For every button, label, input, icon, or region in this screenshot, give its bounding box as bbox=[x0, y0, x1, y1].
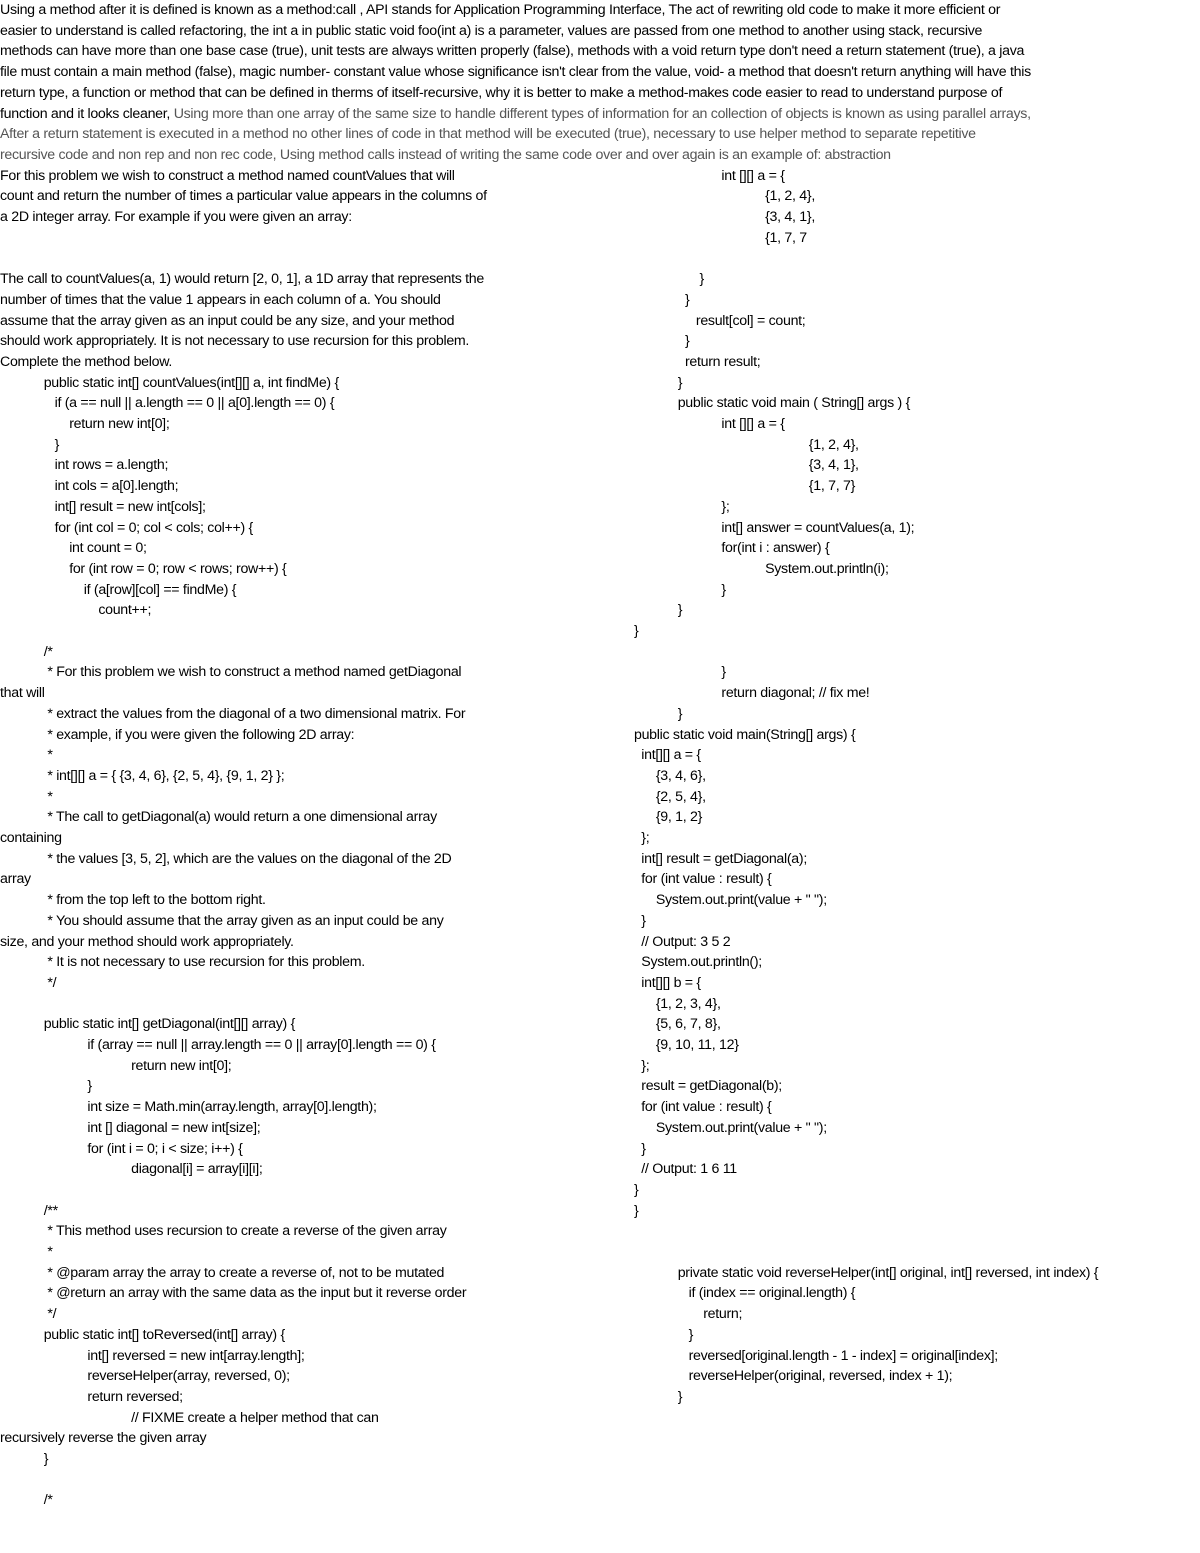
left-line: assume that the array given as an input could be any size, and your method bbox=[0, 312, 455, 329]
right-line: reverseHelper(original, reversed, index + 1); bbox=[634, 1368, 953, 1385]
right-line: } bbox=[634, 1202, 639, 1219]
left-line: /** bbox=[0, 1202, 58, 1219]
left-line: if (a[row][col] == findMe) { bbox=[0, 581, 237, 598]
left-line: return reversed; bbox=[0, 1388, 183, 1405]
right-line: }; bbox=[634, 498, 730, 515]
left-line: For this problem we wish to construct a method named countValues that will bbox=[0, 167, 455, 184]
right-line: }; bbox=[634, 830, 650, 846]
left-line: * You should assume that the array given as an input could be any bbox=[0, 912, 444, 929]
left-line: return new int[0]; bbox=[0, 1057, 232, 1074]
right-line: {5, 6, 7, 8}, bbox=[634, 1016, 721, 1033]
left-line: number of times that the value 1 appears in each column of a. You should bbox=[0, 291, 441, 308]
left-line: should work appropriately. It is not necessary to use recursion for this problem. bbox=[0, 333, 470, 350]
right-line: int[] result = getDiagonal(a); bbox=[634, 850, 807, 867]
right-line: for (int value : result) { bbox=[634, 871, 772, 888]
right-line: {2, 5, 4}, bbox=[634, 788, 706, 805]
left-line: } bbox=[0, 1078, 92, 1095]
left-line: public static int[] toReversed(int[] array) { bbox=[0, 1326, 285, 1343]
left-line: recursively reverse the given array bbox=[0, 1430, 207, 1447]
right-line: } bbox=[634, 1140, 646, 1157]
right-line: } bbox=[634, 1181, 639, 1198]
right-line: } bbox=[634, 374, 683, 391]
left-line: * @param array the array to create a reverse of, not to be mutated bbox=[0, 1264, 445, 1281]
intro-line: methods can have more than one base case (true), unit tests are always written properly (false), methods with a void return type don't need a return statement (true), a java bbox=[0, 43, 1025, 60]
left-line: if (array == null || array.length == 0 || array[0].length == 0) { bbox=[0, 1037, 436, 1053]
left-line: int[] result = new int[cols]; bbox=[0, 498, 206, 515]
right-line: private static void reverseHelper(int[] original, int[] reversed, int index) { bbox=[634, 1264, 1099, 1281]
right-line: System.out.println(); bbox=[634, 954, 762, 971]
right-line: {3, 4, 1}, bbox=[634, 457, 859, 474]
left-line: return new int[0]; bbox=[0, 416, 170, 432]
right-line: return result; bbox=[634, 353, 761, 370]
right-line: } bbox=[634, 333, 690, 350]
left-line: array bbox=[0, 871, 31, 888]
left-line: if (a == null || a.length == 0 || a[0].length == 0) { bbox=[0, 395, 335, 412]
left-line: * example, if you were given the following 2D array: bbox=[0, 726, 355, 743]
right-line: } bbox=[634, 602, 683, 619]
left-line: diagonal[i] = array[i][i]; bbox=[0, 1161, 263, 1178]
right-line: public static void main(String[] args) { bbox=[634, 726, 856, 743]
right-line: System.out.print(value + " "); bbox=[634, 892, 827, 909]
right-line: for (int value : result) { bbox=[634, 1099, 772, 1116]
right-line: } bbox=[634, 664, 726, 681]
left-line: size, and your method should work appropriately. bbox=[0, 933, 294, 950]
intro-line: Using a method after it is defined is known as a method:call , API stands for Application Programming Interface, The act of rewriting old code to make it more efficient or bbox=[0, 2, 1001, 18]
left-line: that will bbox=[0, 685, 45, 702]
left-line: public static int[] getDiagonal(int[][] array) { bbox=[0, 1016, 296, 1033]
right-line: int[][] b = { bbox=[634, 974, 701, 991]
right-line: } bbox=[634, 1388, 683, 1405]
right-line: } bbox=[634, 705, 683, 722]
right-line: } bbox=[634, 581, 726, 598]
right-line: } bbox=[634, 291, 690, 308]
intro-line-mixed bbox=[0, 104, 1031, 125]
intro-line: return type, a function or method that can be defined in therms of itself-recursive, why it is better to make a method-makes code easier to read to understand purpose of bbox=[0, 84, 1003, 101]
right-line: // Output: 1 6 11 bbox=[634, 1161, 737, 1178]
right-line: int [][] a = { bbox=[634, 416, 785, 432]
intro-text-black: function and it looks cleaner, bbox=[0, 105, 171, 122]
left-line: for (int col = 0; col < cols; col++) { bbox=[0, 519, 253, 536]
left-line: * bbox=[0, 747, 53, 764]
left-line: * It is not necessary to use recursion for this problem. bbox=[0, 954, 365, 971]
intro-line-gray: recursive code and non rep and non rec code, Using method calls instead of writing the same code over and over again is an example of: abstraction bbox=[0, 146, 891, 163]
right-line: {3, 4, 6}, bbox=[634, 767, 706, 784]
left-line: * bbox=[0, 1244, 53, 1260]
right-line: System.out.println(i); bbox=[634, 560, 889, 577]
right-line: } bbox=[634, 623, 639, 639]
left-line: a 2D integer array. For example if you were given an array: bbox=[0, 209, 352, 225]
left-line: // FIXME create a helper method that can bbox=[0, 1409, 379, 1426]
left-line: * @return an array with the same data as the input but it reverse order bbox=[0, 1285, 467, 1302]
right-line: public static void main ( String[] args ) { bbox=[634, 395, 911, 412]
intro-line: easier to understand is called refactoring, the int a in public static void foo(int a) is a parameter, values are passed from one method to another using stack, recursive bbox=[0, 22, 983, 39]
left-line: * extract the values from the diagonal of a two dimensional matrix. For bbox=[0, 705, 466, 722]
left-line: /* bbox=[0, 643, 53, 660]
right-line: return; bbox=[634, 1306, 743, 1323]
left-line: public static int[] countValues(int[][] a, int findMe) { bbox=[0, 374, 339, 391]
left-line: Complete the method below. bbox=[0, 353, 173, 370]
left-line: int [] diagonal = new int[size]; bbox=[0, 1119, 261, 1136]
left-line: The call to countValues(a, 1) would return [2, 0, 1], a 1D array that represents the bbox=[0, 271, 484, 288]
left-line: int rows = a.length; bbox=[0, 457, 169, 474]
right-line: }; bbox=[634, 1057, 650, 1074]
right-line: return diagonal; // fix me! bbox=[634, 685, 870, 702]
right-line: // Output: 3 5 2 bbox=[634, 933, 731, 950]
right-line: result[col] = count; bbox=[634, 312, 806, 329]
right-line: {1, 7, 7 bbox=[634, 229, 807, 246]
left-line: int cols = a[0].length; bbox=[0, 478, 179, 495]
intro-line-gray: After a return statement is executed in a method no other lines of code in that method will be executed (true), necessary to use helper method to separate repetitive bbox=[0, 126, 976, 143]
right-line: result = getDiagonal(b); bbox=[634, 1078, 782, 1095]
right-line: int[][] a = { bbox=[634, 747, 701, 764]
right-line: if (index == original.length) { bbox=[634, 1285, 856, 1302]
right-line: {9, 1, 2} bbox=[634, 809, 703, 826]
right-line: } bbox=[634, 1326, 694, 1343]
left-line: } bbox=[0, 1451, 49, 1467]
left-line: count++; bbox=[0, 602, 152, 619]
left-line: reverseHelper(array, reversed, 0); bbox=[0, 1368, 290, 1385]
right-line: {1, 2, 4}, bbox=[634, 436, 859, 453]
left-line: count and return the number of times a particular value appears in the columns of bbox=[0, 188, 487, 205]
right-line: {1, 2, 4}, bbox=[634, 188, 815, 205]
left-line: */ bbox=[0, 974, 57, 991]
right-line: {3, 4, 1}, bbox=[634, 209, 815, 225]
right-line: } bbox=[634, 912, 646, 929]
right-line: for(int i : answer) { bbox=[634, 540, 830, 557]
right-line: } bbox=[634, 271, 704, 288]
left-line: int[] reversed = new int[array.length]; bbox=[0, 1347, 305, 1364]
left-line: containing bbox=[0, 830, 62, 846]
right-line: int[] answer = countValues(a, 1); bbox=[634, 519, 915, 536]
left-line: */ bbox=[0, 1306, 57, 1323]
left-line: * int[][] a = { {3, 4, 6}, {2, 5, 4}, {9, 1, 2} }; bbox=[0, 767, 285, 784]
right-line: {1, 7, 7} bbox=[634, 478, 856, 495]
intro-line: file must contain a main method (false), magic number- constant value whose significance isn't clear from the value, void- a method that doesn't return anything will have this bbox=[0, 64, 1031, 81]
right-line: reversed[original.length - 1 - index] = original[index]; bbox=[634, 1347, 998, 1364]
left-line: * from the top left to the bottom right. bbox=[0, 892, 266, 909]
left-line: * bbox=[0, 788, 53, 805]
right-line: int [][] a = { bbox=[634, 167, 785, 184]
right-line: System.out.print(value + " "); bbox=[634, 1119, 827, 1136]
left-line: * For this problem we wish to construct a method named getDiagonal bbox=[0, 664, 462, 681]
left-line: int size = Math.min(array.length, array[0].length); bbox=[0, 1099, 377, 1116]
left-line: int count = 0; bbox=[0, 540, 147, 557]
left-line: * The call to getDiagonal(a) would return a one dimensional array bbox=[0, 809, 437, 826]
left-line: for (int row = 0; row < rows; row++) { bbox=[0, 560, 287, 577]
left-line: } bbox=[0, 436, 60, 453]
left-line: * the values [3, 5, 2], which are the values on the diagonal of the 2D bbox=[0, 850, 452, 867]
intro-text-gray: Using more than one array of the same size to handle different types of information for an collection of objects is known as using parallel arrays, bbox=[170, 105, 1031, 122]
right-line: {1, 2, 3, 4}, bbox=[634, 995, 721, 1012]
left-line: * This method uses recursion to create a reverse of the given array bbox=[0, 1223, 447, 1240]
right-line: {9, 10, 11, 12} bbox=[634, 1037, 739, 1053]
left-line: for (int i = 0; i < size; i++) { bbox=[0, 1140, 243, 1157]
left-line: /* bbox=[0, 1492, 53, 1509]
